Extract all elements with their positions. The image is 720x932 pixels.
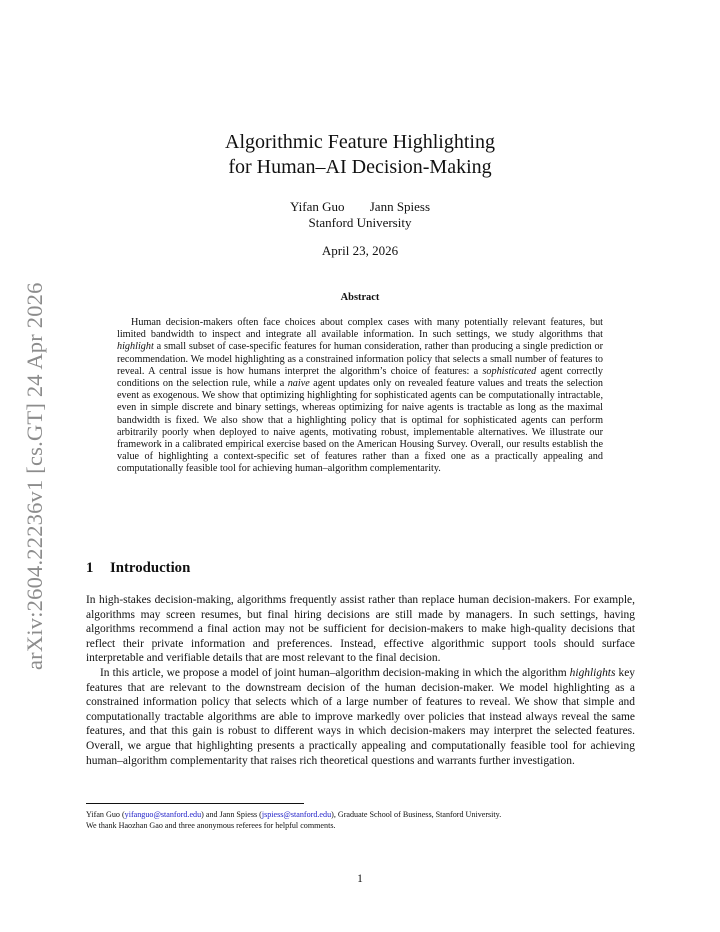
footnote-text: ), Graduate School of Business, Stanford University. xyxy=(331,810,502,819)
abstract-emphasis: highlight xyxy=(117,341,154,353)
abstract-emphasis: naive xyxy=(287,378,310,390)
author-list xyxy=(0,199,720,215)
title-line-1: Algorithmic Feature Highlighting xyxy=(225,131,495,153)
intro-text: In this article, we propose a model of joint human–algorithm decision-making in which the algorithm xyxy=(100,666,570,679)
page-number: 1 xyxy=(357,873,363,885)
footnote-text: ) and Jann Spiess ( xyxy=(201,810,262,819)
footnote-rule xyxy=(86,803,304,804)
abstract-text: agent updates only on revealed feature values and treats the selection event as exogenous. We show that optimizing highlighting for sophisticated agents can be computationally intractable, even in simple discrete and binary settings, whereas optimizing for naive agents is tractable as long as the maximal bandwidth is fixed. We also show that a highlighting policy that is optimal for sophisticated agents can perform arbitrarily poorly when deployed to naive agents, motivating robust, implementable alternatives. We illustrate our framework in a calibrated empirical exercise based on the American Housing Survey. Overall, our results establish the value of highlighting a context-specific set of features rather than a fixed one as a practically appealing and computationally feasible tool for achieving human–algorithm complementarity. xyxy=(117,378,603,475)
abstract-text: Human decision-makers often face choices about complex cases with many potentially relevant features, but limited bandwidth to inspect and integrate all available information. In such settings, we study algorithms that xyxy=(117,317,603,341)
footnote-line-2: We thank Haozhan Gao and three anonymous referees for helpful comments. xyxy=(86,821,336,830)
email-link-guo[interactable]: yifanguo@stanford.edu xyxy=(124,810,202,819)
paper-date: April 23, 2026 xyxy=(321,243,399,258)
abstract-paragraph xyxy=(117,317,603,476)
intro-paragraph-1: In high-stakes decision-making, algorithms frequently assist rather than replace human decision-makers. For example, algorithms may screen resumes, but final hiring decisions are still made by managers. In such settings, having algorithms recommend a final action may not be sufficient for decision-makers to make high-quality decisions that reflect their private information and preferences. Instead, effective algorithmic support tools should surface interpretable and verifiable details that are most relevant to the final decision. xyxy=(86,594,635,665)
footnote-line-1 xyxy=(86,809,635,820)
section-number: 1 xyxy=(86,560,94,576)
abstract-heading: Abstract xyxy=(340,292,380,303)
abstract-body xyxy=(117,317,603,476)
footnote-text: Yifan Guo ( xyxy=(86,810,125,819)
intro-emphasis: highlights xyxy=(569,666,616,679)
intro-paragraph-2 xyxy=(86,666,635,768)
intro-body xyxy=(86,593,635,768)
title-line-2: for Human–AI Decision-Making xyxy=(228,156,492,178)
affiliation: Stanford University xyxy=(308,215,412,230)
section-heading xyxy=(86,560,190,577)
email-link-spiess[interactable]: jspiess@stanford.edu xyxy=(261,810,332,819)
author-name: Yifan Guo xyxy=(289,199,345,214)
footnote xyxy=(86,809,635,831)
author-name: Jann Spiess xyxy=(369,199,431,214)
intro-text: key features that are relevant to the downstream decision of the human decision-maker. We model highlighting as a constrained information policy that selects which of a large number of features to reveal. We show that simple and computationally tractable algorithms are able to improve markedly over policies that instead always reveal the same features, and that this gain is robust to different ways in which decision-makers may interpret the selected features. Overall, we argue that highlighting presents a practically appealing and computationally feasible tool for achieving human–algorithm complementarity that raises rich theoretical questions and warrants further investigation. xyxy=(86,666,635,767)
section-title: Introduction xyxy=(110,560,191,576)
arxiv-stamp: arXiv:2604.22236v1 [cs.GT] 24 Apr 2026 xyxy=(22,282,47,670)
abstract-text: a small subset of case-specific features for human consideration, rather than producing a single prediction or recommendation. We model highlighting as a constrained information policy that selects a small number of features to reveal. A central issue is how humans interpret the algorithm’s choice of features: a xyxy=(117,341,603,377)
abstract-text: agent correctly conditions on the selection rule, while a xyxy=(117,365,603,390)
abstract-emphasis: sophisticated xyxy=(482,365,537,377)
paper-title xyxy=(0,130,720,180)
